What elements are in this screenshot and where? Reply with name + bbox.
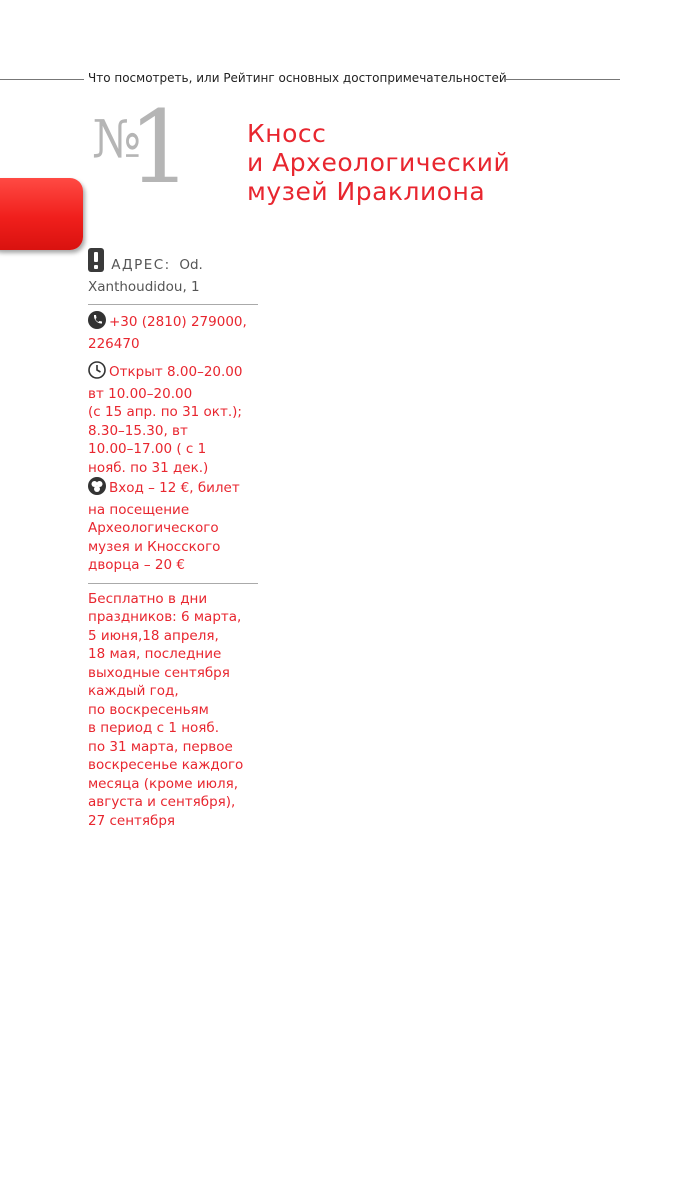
section-header: Что посмотреть, или Рейтинг основных достопримечательностей	[88, 71, 507, 85]
info-column	[88, 248, 258, 830]
free-line: воскресенье каждого	[88, 757, 244, 773]
price-line: Вход – 12 €, билет	[109, 480, 240, 496]
header-rule-right	[504, 79, 620, 80]
price-line: на посещение	[88, 501, 190, 518]
free-line: праздников: 6 марта,	[88, 609, 242, 625]
divider	[88, 304, 258, 305]
address-block	[88, 248, 258, 296]
address-value-line: Xanthoudidou, 1	[88, 278, 200, 295]
rank-number: 1	[128, 89, 192, 206]
free-entry-block	[88, 590, 258, 831]
address-value: Od.	[179, 257, 203, 273]
price-line: Археологического	[88, 520, 219, 536]
hours-block	[88, 361, 258, 477]
hours-line: нояб. по 31 дек.)	[88, 459, 209, 476]
rank-sign: №	[92, 110, 142, 170]
free-line: по воскресеньям	[88, 701, 209, 718]
free-line: 5 июня,18 апреля,	[88, 627, 219, 644]
free-line: каждый год,	[88, 683, 179, 699]
hours-line: вт 10.00–20.00	[88, 385, 193, 402]
free-line: месяца (кроме июля,	[88, 775, 238, 792]
title-line: и Археологический	[247, 148, 511, 177]
hours-line: 10.00–17.00 ( с 1	[88, 441, 207, 457]
price-line: музея и Кносского	[88, 538, 221, 555]
free-line: 18 мая, последние	[88, 646, 222, 662]
price-line: дворца – 20 €	[88, 557, 185, 573]
title-line: музей Ираклиона	[247, 177, 486, 206]
title-line: Кносс	[247, 119, 327, 148]
coins-icon	[88, 477, 106, 501]
hours-line: (с 15 апр. по 31 окт.);	[88, 404, 242, 420]
exclamation-icon	[88, 248, 104, 278]
clock-icon	[88, 361, 106, 385]
phone-line: 226470	[88, 335, 140, 352]
free-line: 27 сентября	[88, 812, 176, 829]
red-tab-marker	[0, 178, 83, 250]
page-title	[247, 119, 667, 206]
address-label: АДРЕС:	[111, 257, 171, 273]
free-line: августа и сентября),	[88, 794, 236, 810]
price-block	[88, 477, 258, 575]
hours-line: 8.30–15.30, вт	[88, 422, 188, 439]
phone-block	[88, 311, 258, 353]
free-line: выходные сентября	[88, 664, 230, 681]
phone-line: +30 (2810) 279000,	[109, 314, 247, 330]
phone-icon	[88, 311, 106, 335]
header-rule-left	[0, 79, 84, 80]
free-line: в период с 1 нояб.	[88, 720, 220, 736]
hours-line: Открыт 8.00–20.00	[109, 364, 243, 380]
free-line: по 31 марта, первое	[88, 738, 233, 755]
divider	[88, 583, 258, 584]
free-line: Бесплатно в дни	[88, 590, 208, 607]
